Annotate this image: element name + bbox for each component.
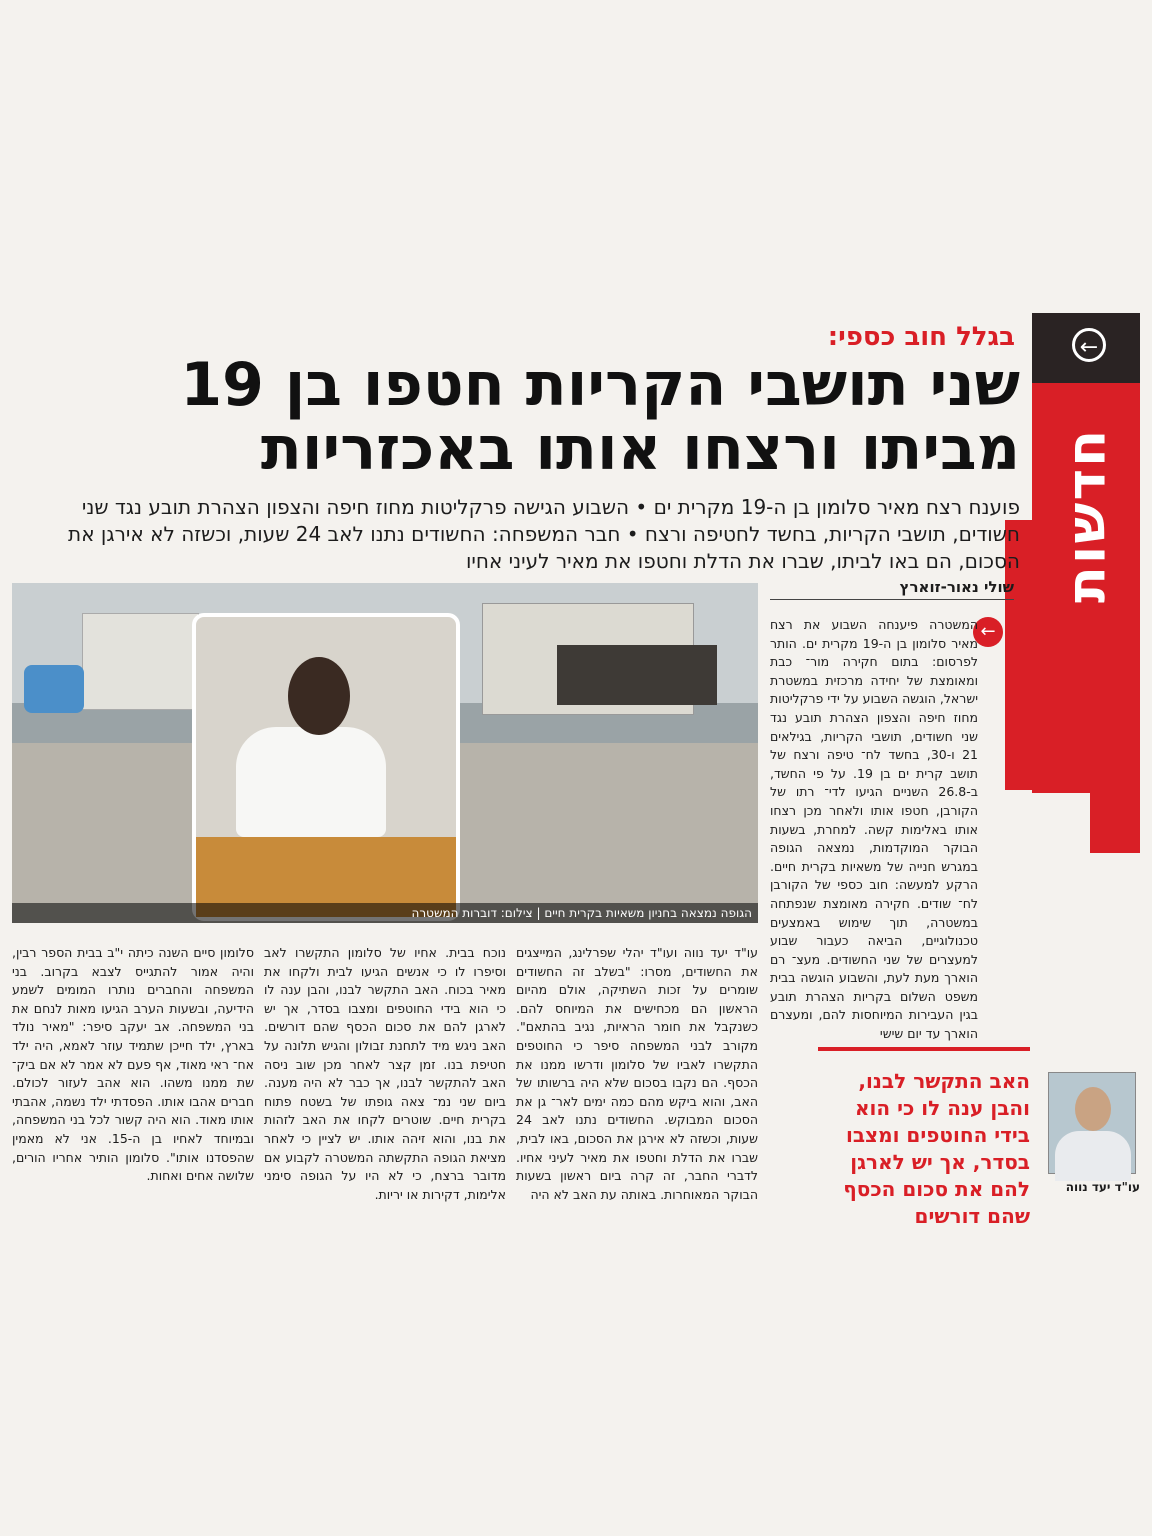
photo-truck xyxy=(82,613,199,710)
portrait-caption: עו"ד יעד נווה xyxy=(1065,1180,1140,1194)
byline: שולי נאור-זוארץ xyxy=(770,578,1014,600)
photo-figure xyxy=(236,727,386,837)
arrow-left-circle-icon: ← xyxy=(1072,328,1106,362)
article-column-2 xyxy=(516,944,758,1202)
article-text: עו"ד יעד נווה ועו"ד יהלי שפרלינג, המייצגים את החשודים, מסרו: "בשלב זה החשודים שומרים על זכות השתיקה, אולם מהיום הראשון הם מכחישים את המיוחס להם. כשנקבל את חומר הראיות, נגיב בהתאם". מקורב לבני המשפחה סיפר כי החוטפים התקשרו לאביו של סלומון ודרשו ממנו את הכסף. הם נקבו בסכום שלא היה ברשותו של האב, והוא ביקש מהם כמה ימים לאר־ גן את הסכום המבוקש. החשודים נתנו לאב 24 שעות, וכשזה לא אירגן את הסכום, באו לבית, שברו את הדלת וחטפו את מאיר לעיני אחיו. לדברי החבר, זה קרה ביום ראשון בשעות הבוקר המאוחרות. באותה עת האב לא היה xyxy=(516,945,758,1202)
article-text: המשטרה פיענחה השבוע את רצח מאיר סלומון בן ה-19 מקרית ים. הותר לפרסום: בתום חקירה מור־ כבת ומאומצת של יחידה מרכזית במשטרת ישראל, הוגשה השבוע על ידי פרקליטות מחוז חיפה והצפון הצהרת תובע נגד שני חשודים, תושבי הקריות, בגילאים 21 ו-30, בחשד לח־ טיפה ורצח של תושב קרית ים בן 19. על פי החשד, ב-26.8 השניים הגיעו לדי־ רתו של הקורבן, חטפו אותו ולאחר מכן רצחו אותו באלימות קשה. למחרת, בשעות הבוקר המוקדמות, נמצאה הגופה במגרש חנייה של משאיות בקרית חיים. הרקע למעשה: חוב כספי של הקורבן לח־ שודים. חקירה מאומצת שנפתחה במשטרה, תוך שימוש באמצעים טכנולוגיים, הביאה כעבור שבוע למעצרים של שני החשודים. מעצ־ רם הוארך מעת לעת, והשבוע הוגשה בבית משפט השלום בקריות הצהרת תובע בגין העבירות המיוחסות להם, ומעצרם הוארך עד יום שישי xyxy=(770,617,978,1042)
article-text: נוכח בבית. אחיו של סלומון התקשרו לאב וסיפרו לו כי אנשים הגיעו לבית ולקחו את מאיר בכוח. האב התקשר לבנו, והבן ענה לו כי הוא בידי החוטפים ומצבו בסדר, אך יש לארגן להם את סכום הכסף שהם דורשים. האב ניגש מיד לתחנת זבולון והגיש תלונה על חטיפת בנו. זמן קצר לאחר מכן שוב ניסה האב להתקשר לבנו, אך כבר לא היה מענה. ביום שני נמ־ צאה גופתו של בשטח פתוח בקרית חיים. שוטרים לקחו את האב לזהות את בנו, והוא זיהה אותו. יש לציין כי לאחר מציאת הגופה התקשתה המשטרה לקבוע אם מדובר ברצח, כי לא היו על הגופה סימני אלימות, דקירות או יריות. xyxy=(264,945,506,1202)
victim-photo-inset xyxy=(192,613,460,921)
section-band-step xyxy=(1090,793,1140,853)
pullquote: האב התקשר לבנו, והבן ענה לו כי הוא בידי החוטפים ומצבו בסדר, אך יש לארגן להם את סכום הכסף שהם דורשים xyxy=(843,1069,1030,1228)
article-column-4 xyxy=(12,944,254,1194)
article-photo xyxy=(12,583,758,923)
photo-caption: הגופה נמצאה בחניון משאיות בקרית חיים | צילום: דוברות המשטרה xyxy=(12,903,758,923)
section-label: חדשות xyxy=(1054,427,1118,603)
lawyer-portrait xyxy=(1048,1072,1136,1174)
kicker: בגלל חוב כספי: xyxy=(827,322,1015,352)
arrow-left-icon: ← xyxy=(973,617,1003,647)
pullquote-rule xyxy=(818,1047,1030,1051)
portrait-body xyxy=(1055,1131,1131,1181)
photo-trailer xyxy=(557,645,717,705)
portrait-head xyxy=(1075,1087,1111,1131)
photo-figure-head xyxy=(288,657,350,735)
subhead: פוענח רצח מאיר סלומון בן ה-19 מקרית ים • השבוע הגישה פרקליטות מחוז חיפה והצפון הצהרת תובע נגד שני חשודים, תושבי הקריות, בחשד לחטיפה ורצח • חבר המשפחה: החשודים נתנו לאב 24 שעות, וכשזה לא אירגן את הסכום, הם באו לביתו, שברו את הדלת וחטפו את מאיר לעיני אחיו xyxy=(68,495,1020,573)
article-text: סלומון סיים השנה כיתה י"ב בבית הספר רבין, והיה אמור להתגייס לצבא בקרוב. בני המשפחה והחברים נותרו המומים לשמע הידיעה, ובשעות הערב הגיעו מאות לנחם את בני המשפחה. אב יעקב סיפר: "מאיר נולד בארץ, ילד חייכן שתמיד עוזר לאמא, היה ילד אח־ ראי מאוד, אף פעם לא אמר לא אם ביק־ שת ממנו משהו. הוא אהב לעזור לכולם. חברים אהבו אותו. הפסדתי ילד נשמה, אהבתי אותו מאוד. הוא היה קשור לכל בני המשפחה, ובמיוחד לאחיו בן ה-15. אני לא מאמין שהפסדנו אותו". סלומון הותיר אחריו הורים, שלושה אחים ואחות. xyxy=(12,945,255,1184)
photo-car xyxy=(24,665,84,713)
headline: שני תושבי הקריות חטפו בן 19 מביתו ורצחו אותו באכזריות xyxy=(180,350,1020,484)
article-column-right xyxy=(770,616,1014,1042)
article-column-3 xyxy=(264,944,506,1202)
